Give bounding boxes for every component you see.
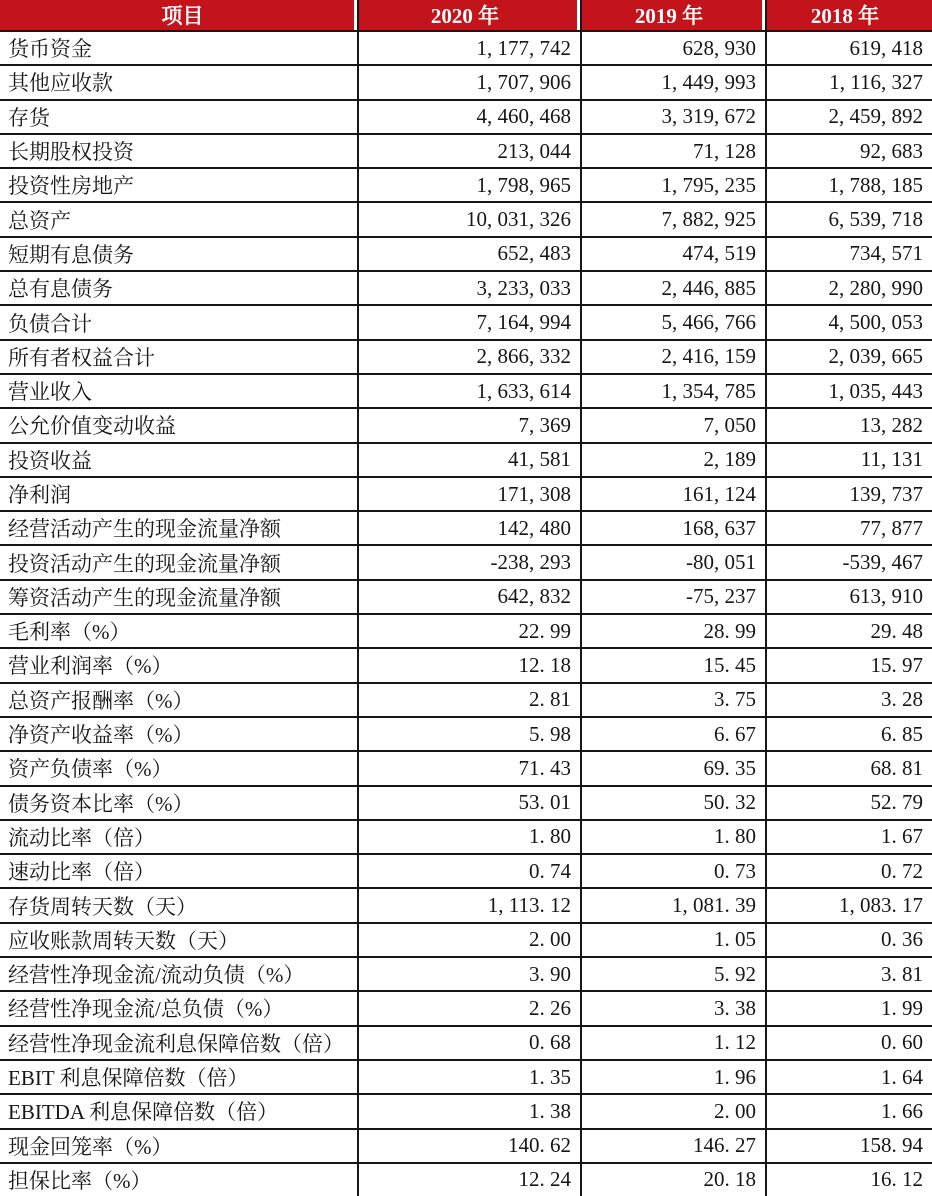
- value-2020: 2. 81: [357, 684, 580, 716]
- table-row: [0, 1093, 932, 1127]
- value-2018: 3. 28: [765, 684, 932, 716]
- row-label: 经营性净现金流利息保障倍数（倍）: [8, 1031, 344, 1056]
- value-2020: 0. 68: [357, 1027, 580, 1059]
- value-2018: 1. 67: [765, 821, 932, 853]
- value-2018: 13, 282: [765, 409, 932, 441]
- value-2020: 1, 633, 614: [357, 375, 580, 407]
- table-row: [0, 510, 932, 544]
- value-2020: 142, 480: [357, 512, 580, 544]
- table-row: [0, 236, 932, 270]
- value-2019: 3. 75: [580, 684, 765, 716]
- row-label: 公允价值变动收益: [8, 414, 176, 439]
- value-2019: 2, 189: [580, 444, 765, 476]
- value-2019: 15. 45: [580, 649, 765, 681]
- table-row: [0, 613, 932, 647]
- row-label: 总有息债务: [8, 277, 113, 302]
- value-2020: 7, 369: [357, 409, 580, 441]
- value-2019: 7, 882, 925: [580, 203, 765, 235]
- row-label: 存货周转天数（天）: [8, 894, 197, 919]
- value-2020: 171, 308: [357, 478, 580, 510]
- value-2018: 1. 66: [765, 1095, 932, 1127]
- value-2020: 5. 98: [357, 718, 580, 750]
- row-label: 营业收入: [8, 380, 92, 405]
- table-row: [0, 133, 932, 167]
- row-label: EBITDA 利息保障倍数（倍）: [8, 1100, 279, 1125]
- row-label: 债务资本比率（%）: [8, 791, 194, 816]
- value-2020: 1, 113. 12: [357, 889, 580, 921]
- row-label: 负债合计: [8, 311, 92, 336]
- value-2019: 1, 354, 785: [580, 375, 765, 407]
- table-row: [0, 476, 932, 510]
- row-label: 净资产收益率（%）: [8, 723, 194, 748]
- value-2018: 77, 877: [765, 512, 932, 544]
- value-2018: 15. 97: [765, 649, 932, 681]
- value-2019: 0. 73: [580, 855, 765, 887]
- row-label: 应收账款周转天数（天）: [8, 928, 239, 953]
- row-label: 投资性房地产: [8, 174, 134, 199]
- value-2019: 1, 449, 993: [580, 66, 765, 98]
- value-2018: 1, 083. 17: [765, 889, 932, 921]
- row-label: 总资产报酬率（%）: [8, 688, 194, 713]
- row-label: 筹资活动产生的现金流量净额: [8, 585, 281, 610]
- value-2019: 20. 18: [580, 1164, 765, 1196]
- table-row: [0, 1162, 932, 1196]
- table-header-row: [0, 0, 932, 30]
- row-label: 货币资金: [8, 37, 92, 62]
- value-2019: 6. 67: [580, 718, 765, 750]
- value-2019: 2. 00: [580, 1095, 765, 1127]
- value-2019: 71, 128: [580, 135, 765, 167]
- value-2018: 6, 539, 718: [765, 203, 932, 235]
- value-2018: 0. 36: [765, 924, 932, 956]
- table-row: [0, 819, 932, 853]
- table-row: [0, 442, 932, 476]
- value-2020: 10, 031, 326: [357, 203, 580, 235]
- value-2019: 168, 637: [580, 512, 765, 544]
- value-2018: 4, 500, 053: [765, 306, 932, 338]
- value-2019: -75, 237: [580, 581, 765, 613]
- row-label: 经营性净现金流/流动负债（%）: [8, 963, 305, 988]
- row-label: 总资产: [8, 208, 71, 233]
- table-row: [0, 64, 932, 98]
- value-2020: 3, 233, 033: [357, 272, 580, 304]
- table-row: [0, 167, 932, 201]
- value-2018: 29. 48: [765, 615, 932, 647]
- table-row: [0, 579, 932, 613]
- value-2019: 2, 446, 885: [580, 272, 765, 304]
- row-label: 所有者权益合计: [8, 345, 155, 370]
- value-2018: 2, 039, 665: [765, 341, 932, 373]
- table-row: [0, 853, 932, 887]
- table-row: [0, 407, 932, 441]
- row-label: 其他应收款: [8, 71, 113, 96]
- value-2019: 1. 05: [580, 924, 765, 956]
- value-2020: 1, 798, 965: [357, 169, 580, 201]
- value-2020: 4, 460, 468: [357, 101, 580, 133]
- value-2019: 474, 519: [580, 238, 765, 270]
- row-label: 资产负债率（%）: [8, 757, 173, 782]
- table-row: [0, 956, 932, 990]
- value-2019: -80, 051: [580, 546, 765, 578]
- row-label: 经营活动产生的现金流量净额: [8, 517, 281, 542]
- value-2019: 7, 050: [580, 409, 765, 441]
- value-2020: 2, 866, 332: [357, 341, 580, 373]
- table-row: [0, 1025, 932, 1059]
- value-2019: 146. 27: [580, 1130, 765, 1162]
- value-2020: 41, 581: [357, 444, 580, 476]
- value-2019: 1. 80: [580, 821, 765, 853]
- value-2019: 69. 35: [580, 752, 765, 784]
- value-2018: 6. 85: [765, 718, 932, 750]
- value-2020: 2. 00: [357, 924, 580, 956]
- value-2019: 2, 416, 159: [580, 341, 765, 373]
- value-2018: 1. 64: [765, 1061, 932, 1093]
- value-2018: 1, 035, 443: [765, 375, 932, 407]
- value-2019: 161, 124: [580, 478, 765, 510]
- value-2018: 52. 79: [765, 787, 932, 819]
- value-2018: 2, 280, 990: [765, 272, 932, 304]
- row-label: 速动比率（倍）: [8, 860, 155, 885]
- value-2018: 613, 910: [765, 581, 932, 613]
- table-row: [0, 990, 932, 1024]
- row-label: 净利润: [8, 483, 71, 507]
- value-2018: 0. 72: [765, 855, 932, 887]
- table-row: [0, 544, 932, 578]
- value-2020: 12. 24: [357, 1164, 580, 1196]
- table-row: [0, 887, 932, 921]
- value-2020: 0. 74: [357, 855, 580, 887]
- value-2020: 71. 43: [357, 752, 580, 784]
- value-2018: 1. 99: [765, 992, 932, 1024]
- value-2019: 3. 38: [580, 992, 765, 1024]
- value-2018: 734, 571: [765, 238, 932, 270]
- table-row: [0, 304, 932, 338]
- table-row: [0, 373, 932, 407]
- table-row: [0, 339, 932, 373]
- row-label: EBIT 利息保障倍数（倍）: [8, 1066, 249, 1091]
- header-cell-item: 项目: [0, 0, 357, 30]
- value-2018: 3. 81: [765, 958, 932, 990]
- table-row: [0, 30, 932, 64]
- value-2018: 2, 459, 892: [765, 101, 932, 133]
- table-row: [0, 1059, 932, 1093]
- value-2018: 1, 788, 185: [765, 169, 932, 201]
- table-row: [0, 682, 932, 716]
- row-label: 毛利率（%）: [8, 620, 131, 645]
- value-2018: 1, 116, 327: [765, 66, 932, 98]
- value-2019: 5. 92: [580, 958, 765, 990]
- value-2018: 0. 60: [765, 1027, 932, 1059]
- value-2020: 2. 26: [357, 992, 580, 1024]
- value-2018: 92, 683: [765, 135, 932, 167]
- value-2019: 3, 319, 672: [580, 101, 765, 133]
- value-2019: 28. 99: [580, 615, 765, 647]
- value-2019: 1, 081. 39: [580, 889, 765, 921]
- table-row: [0, 785, 932, 819]
- table-row: [0, 647, 932, 681]
- table-row: [0, 201, 932, 235]
- value-2018: -539, 467: [765, 546, 932, 578]
- value-2019: 1. 96: [580, 1061, 765, 1093]
- value-2018: 16. 12: [765, 1164, 932, 1196]
- value-2019: 1, 795, 235: [580, 169, 765, 201]
- table-row: [0, 922, 932, 956]
- value-2020: 140. 62: [357, 1130, 580, 1162]
- value-2019: 50. 32: [580, 787, 765, 819]
- value-2020: 1, 707, 906: [357, 66, 580, 98]
- value-2020: 53. 01: [357, 787, 580, 819]
- row-label: 经营性净现金流/总负债（%）: [8, 997, 284, 1022]
- value-2018: 68. 81: [765, 752, 932, 784]
- value-2018: 619, 418: [765, 32, 932, 64]
- value-2020: 1. 80: [357, 821, 580, 853]
- value-2018: 158. 94: [765, 1130, 932, 1162]
- header-cell-2018: 2018 年: [765, 0, 932, 30]
- table-row: [0, 716, 932, 750]
- row-label: 长期股权投资: [8, 140, 134, 165]
- row-label: 投资活动产生的现金流量净额: [8, 551, 281, 576]
- table-row: [0, 750, 932, 784]
- value-2018: 11, 131: [765, 444, 932, 476]
- value-2020: 1. 38: [357, 1095, 580, 1127]
- value-2019: 628, 930: [580, 32, 765, 64]
- header-cell-2019: 2019 年: [580, 0, 765, 30]
- value-2020: 1, 177, 742: [357, 32, 580, 64]
- header-cell-2020: 2020 年: [357, 0, 580, 30]
- value-2019: 5, 466, 766: [580, 306, 765, 338]
- row-label: 营业利润率（%）: [8, 654, 173, 679]
- row-label: 流动比率（倍）: [8, 825, 155, 850]
- table-row: [0, 270, 932, 304]
- value-2018: 139, 737: [765, 478, 932, 510]
- value-2020: 7, 164, 994: [357, 306, 580, 338]
- value-2020: 12. 18: [357, 649, 580, 681]
- row-label: 担保比率（%）: [8, 1168, 152, 1193]
- value-2020: 652, 483: [357, 238, 580, 270]
- value-2020: 3. 90: [357, 958, 580, 990]
- value-2020: 642, 832: [357, 581, 580, 613]
- table-row: [0, 99, 932, 133]
- row-label: 存货: [8, 105, 50, 130]
- value-2020: -238, 293: [357, 546, 580, 578]
- value-2020: 22. 99: [357, 615, 580, 647]
- value-2020: 1. 35: [357, 1061, 580, 1093]
- row-label: 投资收益: [8, 448, 92, 473]
- row-label: 现金回笼率（%）: [8, 1134, 173, 1159]
- value-2019: 1. 12: [580, 1027, 765, 1059]
- row-label: 短期有息债务: [8, 242, 134, 267]
- value-2020: 213, 044: [357, 135, 580, 167]
- table-row: [0, 1128, 932, 1162]
